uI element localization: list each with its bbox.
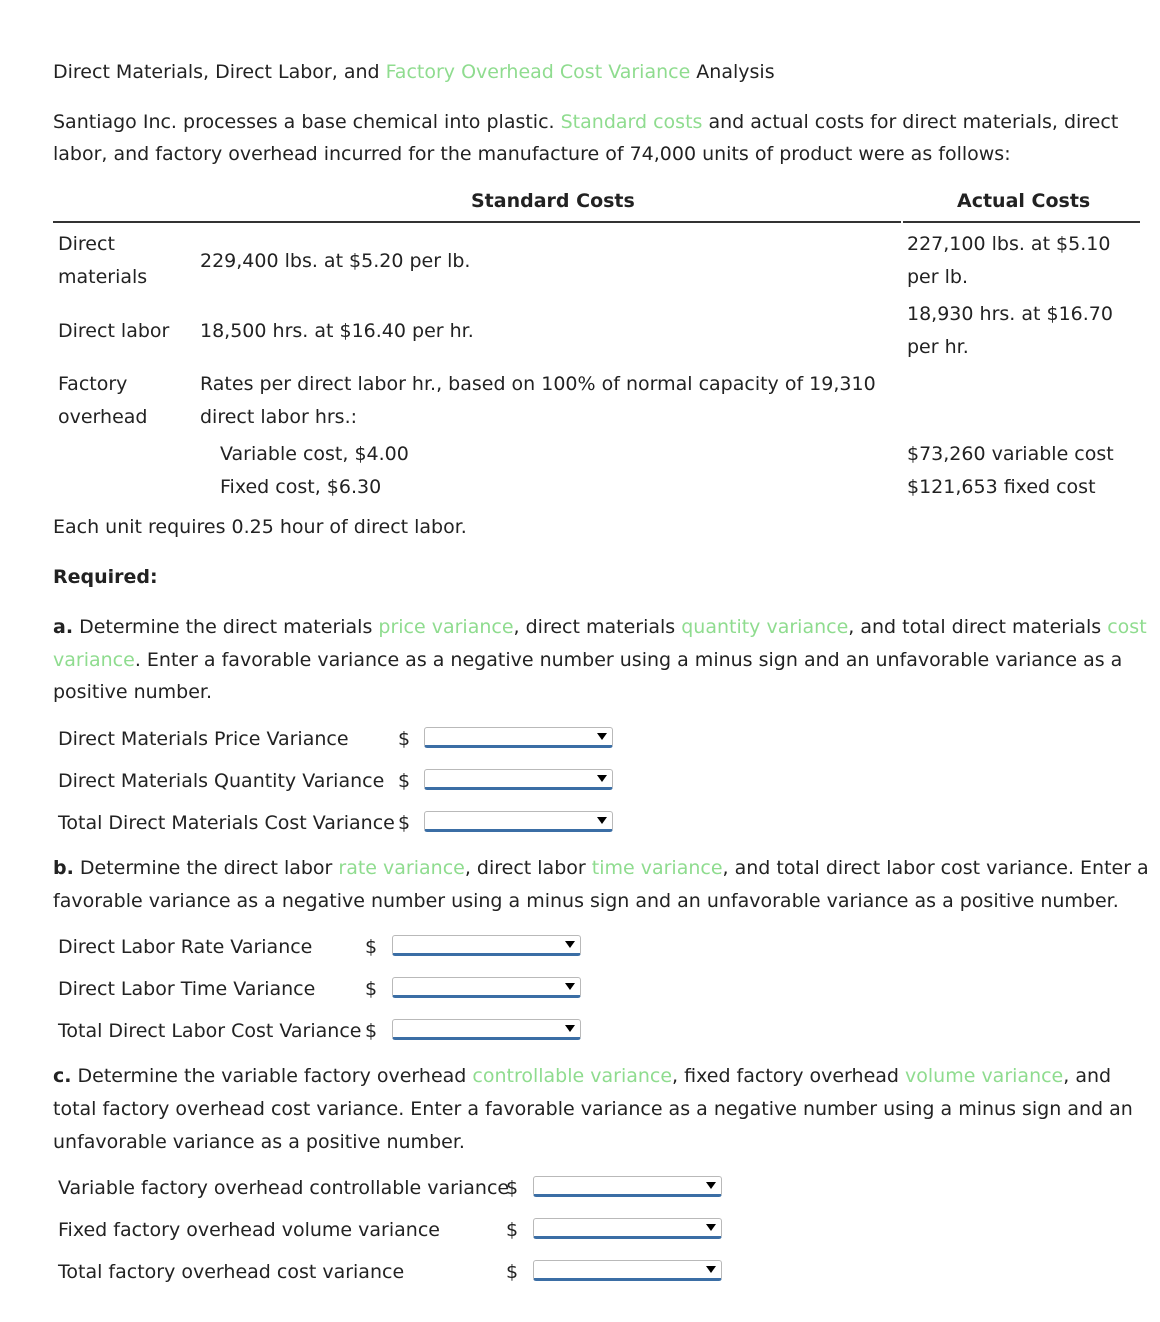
intro-text-2: and actual costs for direct materials, direct: [702, 111, 1119, 133]
chevron-down-icon: [706, 1182, 716, 1189]
foh-controllable-variance-label: Variable factory overhead controllable variance: [58, 1177, 510, 1199]
dl-total-variance-dropdown[interactable]: [392, 1019, 581, 1040]
part-b-letter: b.: [53, 857, 74, 879]
header-rule-actual: [903, 221, 1140, 223]
part-a-text-4: . Enter a favorable variance as a negative number using a minus sign and an unfavorable variance as a: [134, 649, 1123, 671]
header-standard-costs: Standard Costs: [471, 190, 635, 212]
header-rule-standard: [53, 221, 901, 223]
dm-label-2: materials: [58, 266, 148, 288]
dm-label-1: Direct: [58, 233, 115, 255]
chevron-down-icon: [706, 1224, 716, 1231]
part-a-letter: a.: [53, 616, 74, 638]
part-b-text-2: , direct labor: [464, 857, 592, 879]
required-heading: Required:: [53, 566, 158, 588]
part-c-line-3: unfavorable variance as a positive number.: [53, 1131, 465, 1153]
chevron-down-icon: [565, 983, 575, 990]
part-a-line-2: [53, 644, 1122, 677]
dl-time-variance-dropdown[interactable]: [392, 977, 581, 998]
dm-price-variance-label: Direct Materials Price Variance: [58, 728, 349, 750]
dm-quantity-variance-label: Direct Materials Quantity Variance: [58, 770, 385, 792]
part-c-text-3: , and: [1063, 1065, 1112, 1087]
part-b-text-3: , and total direct labor cost variance. Enter a: [722, 857, 1149, 879]
dl-actual-2: per hr.: [907, 336, 969, 358]
volume-variance-link[interactable]: volume variance: [905, 1065, 1064, 1087]
foh-label-2: overhead: [58, 406, 148, 428]
standard-costs-link[interactable]: Standard costs: [560, 111, 703, 133]
dl-rate-variance-dropdown[interactable]: [392, 935, 581, 956]
part-c-line-2: total factory overhead cost variance. Enter a favorable variance as a negative number using a minus sign and an: [53, 1098, 1133, 1120]
time-variance-link[interactable]: time variance: [591, 857, 723, 879]
dm-total-variance-dropdown[interactable]: [424, 811, 613, 832]
dl-time-variance-label: Direct Labor Time Variance: [58, 978, 316, 1000]
dl-actual-1: 18,930 hrs. at $16.70: [907, 303, 1113, 325]
header-actual-costs: Actual Costs: [957, 190, 1091, 212]
problem-title: [53, 56, 775, 89]
dl-time-variance-currency: $: [365, 978, 378, 1000]
foh-fixed-actual: $121,653 fixed cost: [907, 476, 1096, 498]
part-c-text-2: , fixed factory overhead: [672, 1065, 906, 1087]
part-a-text-1: Determine the direct materials: [73, 616, 379, 638]
part-b-text-1: Determine the direct labor: [73, 857, 339, 879]
unit-note: Each unit requires 0.25 hour of direct labor.: [53, 516, 467, 538]
foh-total-variance-currency: $: [506, 1261, 519, 1283]
part-a-line-3: positive number.: [53, 681, 213, 703]
foh-standard-2: direct labor hrs.:: [200, 406, 358, 428]
rate-variance-link[interactable]: rate variance: [338, 857, 465, 879]
part-b-line-1: [53, 852, 1149, 885]
cost-variance-link-1[interactable]: cost: [1107, 616, 1147, 638]
dl-standard: 18,500 hrs. at $16.40 per hr.: [200, 320, 474, 342]
dl-total-variance-currency: $: [365, 1020, 378, 1042]
chevron-down-icon: [597, 775, 607, 782]
cost-variance-link-2[interactable]: variance: [53, 649, 135, 671]
controllable-variance-link[interactable]: controllable variance: [472, 1065, 673, 1087]
foh-controllable-variance-currency: $: [506, 1177, 519, 1199]
foh-controllable-variance-dropdown[interactable]: [533, 1176, 722, 1197]
dm-total-variance-currency: $: [398, 812, 411, 834]
dm-actual-2: per lb.: [907, 266, 968, 288]
foh-variable-standard: Variable cost, $4.00: [220, 443, 409, 465]
part-c-text-1: Determine the variable factory overhead: [71, 1065, 473, 1087]
chevron-down-icon: [706, 1266, 716, 1273]
dl-total-variance-label: Total Direct Labor Cost Variance: [58, 1020, 362, 1042]
intro-line-1: [53, 106, 1118, 139]
chevron-down-icon: [565, 1025, 575, 1032]
chevron-down-icon: [597, 733, 607, 740]
foh-volume-variance-currency: $: [506, 1219, 519, 1241]
dm-standard: 229,400 lbs. at $5.20 per lb.: [200, 250, 471, 272]
dl-rate-variance-currency: $: [365, 936, 378, 958]
part-c-line-1: [53, 1060, 1111, 1093]
dl-label: Direct labor: [58, 320, 170, 342]
part-a-text-2: , direct materials: [513, 616, 682, 638]
dm-price-variance-currency: $: [398, 728, 411, 750]
title-glossary-link[interactable]: Factory Overhead Cost Variance: [385, 61, 691, 83]
dm-quantity-variance-currency: $: [398, 770, 411, 792]
foh-volume-variance-dropdown[interactable]: [533, 1218, 722, 1239]
chevron-down-icon: [597, 817, 607, 824]
intro-text-1: Santiago Inc. processes a base chemical into plastic.: [53, 111, 561, 133]
foh-label-1: Factory: [58, 373, 128, 395]
part-a-line-1: [53, 611, 1147, 644]
dm-total-variance-label: Total Direct Materials Cost Variance: [58, 812, 395, 834]
dl-rate-variance-label: Direct Labor Rate Variance: [58, 936, 313, 958]
title-text-1: Direct Materials, Direct Labor, and: [53, 61, 386, 83]
dm-actual-1: 227,100 lbs. at $5.10: [907, 233, 1111, 255]
quantity-variance-link[interactable]: quantity variance: [681, 616, 849, 638]
chevron-down-icon: [565, 941, 575, 948]
foh-total-variance-dropdown[interactable]: [533, 1260, 722, 1281]
part-c-letter: c.: [53, 1065, 72, 1087]
part-a-text-3: , and total direct materials: [848, 616, 1108, 638]
foh-standard-1: Rates per direct labor hr., based on 100% of normal capacity of 19,310: [200, 373, 876, 395]
foh-volume-variance-label: Fixed factory overhead volume variance: [58, 1219, 440, 1241]
dm-quantity-variance-dropdown[interactable]: [424, 769, 613, 790]
price-variance-link[interactable]: price variance: [378, 616, 514, 638]
foh-fixed-standard: Fixed cost, $6.30: [220, 476, 382, 498]
dm-price-variance-dropdown[interactable]: [424, 727, 613, 748]
foh-variable-actual: $73,260 variable cost: [907, 443, 1114, 465]
intro-line-2: labor, and factory overhead incurred for the manufacture of 74,000 units of product were as follows:: [53, 143, 1011, 165]
title-text-2: Analysis: [690, 61, 775, 83]
foh-total-variance-label: Total factory overhead cost variance: [58, 1261, 405, 1283]
part-b-line-2: favorable variance as a negative number using a minus sign and an unfavorable variance as a positive number.: [53, 890, 1119, 912]
